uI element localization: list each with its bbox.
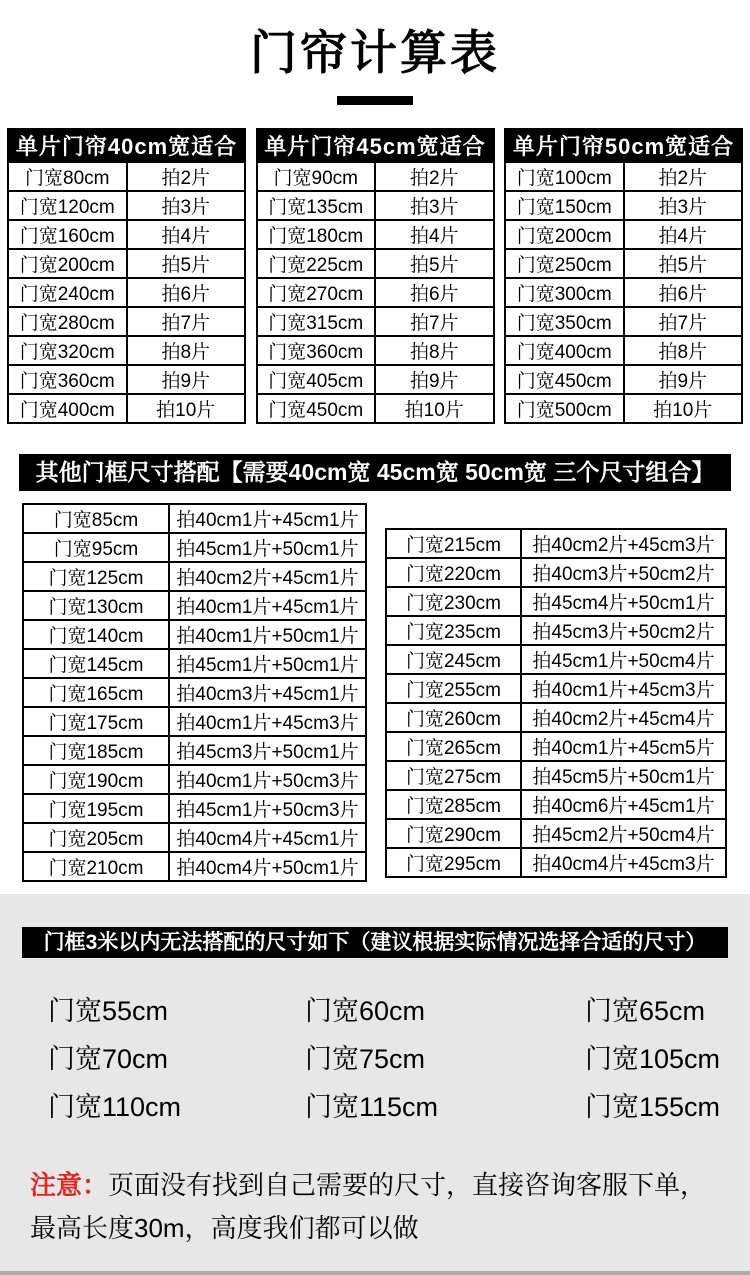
door-width-cell: 门宽80cm <box>8 162 127 191</box>
table-row <box>23 591 366 620</box>
pieces-cell: 拍4片 <box>624 220 743 249</box>
pieces-cell: 拍6片 <box>127 278 246 307</box>
table-row <box>386 732 726 761</box>
door-width-cell: 门宽450cm <box>257 394 376 423</box>
no-match-banner: 门框3米以内无法搭配的尺寸如下（建议根据实际情况选择合适的尺寸） <box>22 927 728 958</box>
title-underline <box>337 96 413 105</box>
size-item: 门宽60cm <box>305 996 426 1026</box>
table-row <box>505 278 742 307</box>
table-row <box>8 249 245 278</box>
table-row <box>23 823 366 852</box>
combo-cell: 拍40cm1片+45cm3片 <box>521 674 726 703</box>
table-row <box>386 703 726 732</box>
door-width-cell: 门宽160cm <box>8 220 127 249</box>
table-row <box>257 220 494 249</box>
table-row <box>257 249 494 278</box>
table-row <box>386 761 726 790</box>
table-row <box>23 620 366 649</box>
combo-cell: 拍40cm6片+45cm1片 <box>521 790 726 819</box>
table-row <box>386 674 726 703</box>
table-row <box>386 616 726 645</box>
pieces-cell: 拍6片 <box>624 278 743 307</box>
door-width-cell: 门宽250cm <box>505 249 624 278</box>
door-width-cell: 门宽180cm <box>257 220 376 249</box>
door-width-cell: 门宽100cm <box>505 162 624 191</box>
door-width-cell: 门宽295cm <box>386 848 521 877</box>
combo-cell: 拍45cm5片+50cm1片 <box>521 761 726 790</box>
door-width-cell: 门宽85cm <box>23 504 169 533</box>
table-header-row <box>257 129 494 162</box>
combo-cell: 拍45cm1片+50cm1片 <box>169 533 366 562</box>
door-width-cell: 门宽130cm <box>23 591 169 620</box>
pieces-cell: 拍7片 <box>375 307 494 336</box>
table-row <box>23 678 366 707</box>
door-width-cell: 门宽260cm <box>386 703 521 732</box>
size-item: 门宽75cm <box>305 1044 426 1074</box>
table-row <box>8 365 245 394</box>
table-row <box>257 162 494 191</box>
pieces-cell: 拍3片 <box>375 191 494 220</box>
door-width-cell: 门宽315cm <box>257 307 376 336</box>
door-width-cell: 门宽125cm <box>23 562 169 591</box>
table-row <box>23 736 366 765</box>
table-row <box>386 558 726 587</box>
door-width-cell: 门宽205cm <box>23 823 169 852</box>
table-row <box>257 365 494 394</box>
combo-cell: 拍40cm2片+45cm3片 <box>521 529 726 558</box>
door-width-cell: 门宽270cm <box>257 278 376 307</box>
pieces-cell: 拍2片 <box>375 162 494 191</box>
note-label: 注意： <box>30 1170 109 1200</box>
door-width-cell: 门宽140cm <box>23 620 169 649</box>
combo-cell: 拍40cm4片+45cm3片 <box>521 848 726 877</box>
pieces-cell: 拍7片 <box>624 307 743 336</box>
size-item: 门宽70cm <box>48 1044 169 1074</box>
door-width-cell: 门宽290cm <box>386 819 521 848</box>
table-row <box>23 765 366 794</box>
door-width-cell: 门宽230cm <box>386 587 521 616</box>
combo-tables <box>0 491 750 882</box>
no-match-size-grid <box>0 958 750 1124</box>
table-row <box>505 307 742 336</box>
combo-table-left <box>22 503 367 882</box>
combo-cell: 拍40cm1片+50cm1片 <box>169 620 366 649</box>
table-header-row <box>8 129 245 162</box>
single-piece-table-1 <box>7 128 246 424</box>
combo-cell: 拍45cm3片+50cm2片 <box>521 616 726 645</box>
pieces-cell: 拍6片 <box>375 278 494 307</box>
door-width-cell: 门宽265cm <box>386 732 521 761</box>
table-row <box>8 278 245 307</box>
pieces-cell: 拍5片 <box>127 249 246 278</box>
table-row <box>8 191 245 220</box>
table-row <box>23 562 366 591</box>
single-piece-table-2 <box>256 128 495 424</box>
table-row <box>505 249 742 278</box>
door-width-cell: 门宽360cm <box>8 365 127 394</box>
combo-cell: 拍45cm1片+50cm4片 <box>521 645 726 674</box>
table-header-row <box>505 129 742 162</box>
table-row <box>23 707 366 736</box>
combo-cell: 拍45cm2片+50cm4片 <box>521 819 726 848</box>
door-width-cell: 门宽185cm <box>23 736 169 765</box>
pieces-cell: 拍3片 <box>624 191 743 220</box>
door-width-cell: 门宽300cm <box>505 278 624 307</box>
door-width-cell: 门宽90cm <box>257 162 376 191</box>
table-row <box>505 220 742 249</box>
door-width-cell: 门宽500cm <box>505 394 624 423</box>
pieces-cell: 拍9片 <box>624 365 743 394</box>
size-item: 门宽65cm <box>585 996 706 1026</box>
door-width-cell: 门宽285cm <box>386 790 521 819</box>
table-row <box>257 394 494 423</box>
size-item: 门宽155cm <box>585 1092 721 1122</box>
table-row <box>505 191 742 220</box>
door-width-cell: 门宽95cm <box>23 533 169 562</box>
door-width-cell: 门宽255cm <box>386 674 521 703</box>
table-row <box>386 529 726 558</box>
pieces-cell: 拍7片 <box>127 307 246 336</box>
table-header: 单片门帘40cm宽适合 <box>8 129 245 162</box>
table-header: 单片门帘45cm宽适合 <box>257 129 494 162</box>
table-row <box>8 394 245 423</box>
combo-cell: 拍40cm1片+45cm1片 <box>169 504 366 533</box>
combo-cell: 拍40cm2片+45cm4片 <box>521 703 726 732</box>
door-width-cell: 门宽190cm <box>23 765 169 794</box>
door-width-cell: 门宽220cm <box>386 558 521 587</box>
single-piece-tables <box>0 128 750 424</box>
table-row <box>386 848 726 877</box>
table-row <box>8 336 245 365</box>
table-row <box>386 790 726 819</box>
door-width-cell: 门宽400cm <box>505 336 624 365</box>
table-row <box>23 504 366 533</box>
door-width-cell: 门宽135cm <box>257 191 376 220</box>
pieces-cell: 拍8片 <box>624 336 743 365</box>
table-row <box>386 587 726 616</box>
door-width-cell: 门宽280cm <box>8 307 127 336</box>
note-line-2: 最高长度30m，高度我们都可以做 <box>30 1213 419 1243</box>
table-row <box>257 307 494 336</box>
door-width-cell: 门宽215cm <box>386 529 521 558</box>
combo-cell: 拍40cm1片+45cm3片 <box>169 707 366 736</box>
table-row <box>257 191 494 220</box>
pieces-cell: 拍10片 <box>375 394 494 423</box>
note-line-1 <box>30 1164 720 1207</box>
combo-cell: 拍40cm3片+50cm2片 <box>521 558 726 587</box>
table-row <box>23 533 366 562</box>
door-width-cell: 门宽275cm <box>386 761 521 790</box>
door-width-cell: 门宽145cm <box>23 649 169 678</box>
pieces-cell: 拍9片 <box>127 365 246 394</box>
size-item: 门宽110cm <box>48 1092 182 1122</box>
combo-cell: 拍40cm4片+45cm1片 <box>169 823 366 852</box>
size-item: 门宽105cm <box>585 1044 721 1074</box>
pieces-cell: 拍8片 <box>127 336 246 365</box>
table-header: 单片门帘50cm宽适合 <box>505 129 742 162</box>
table-row <box>257 336 494 365</box>
combo-cell: 拍40cm1片+45cm5片 <box>521 732 726 761</box>
pieces-cell: 拍10片 <box>127 394 246 423</box>
door-width-cell: 门宽210cm <box>23 852 169 881</box>
door-width-cell: 门宽350cm <box>505 307 624 336</box>
pieces-cell: 拍5片 <box>375 249 494 278</box>
door-width-cell: 门宽200cm <box>8 249 127 278</box>
pieces-cell: 拍9片 <box>375 365 494 394</box>
door-width-cell: 门宽240cm <box>8 278 127 307</box>
table-row <box>23 794 366 823</box>
page-title: 门帘计算表 <box>250 26 500 79</box>
combo-cell: 拍45cm1片+50cm3片 <box>169 794 366 823</box>
combo-cell: 拍40cm1片+50cm3片 <box>169 765 366 794</box>
door-width-cell: 门宽195cm <box>23 794 169 823</box>
table-row <box>386 645 726 674</box>
combo-cell: 拍40cm2片+45cm1片 <box>169 562 366 591</box>
pieces-cell: 拍4片 <box>375 220 494 249</box>
table-row <box>505 365 742 394</box>
table-row <box>8 307 245 336</box>
single-piece-table-3 <box>504 128 743 424</box>
door-width-cell: 门宽400cm <box>8 394 127 423</box>
pieces-cell: 拍8片 <box>375 336 494 365</box>
pieces-cell: 拍5片 <box>624 249 743 278</box>
combo-cell: 拍40cm1片+45cm1片 <box>169 591 366 620</box>
door-width-cell: 门宽150cm <box>505 191 624 220</box>
table-row <box>257 278 494 307</box>
combo-cell: 拍40cm4片+50cm1片 <box>169 852 366 881</box>
door-width-cell: 门宽360cm <box>257 336 376 365</box>
door-width-cell: 门宽165cm <box>23 678 169 707</box>
pieces-cell: 拍3片 <box>127 191 246 220</box>
door-width-cell: 门宽405cm <box>257 365 376 394</box>
table-row <box>505 394 742 423</box>
table-row <box>8 220 245 249</box>
no-match-section <box>0 894 750 1275</box>
size-item: 门宽55cm <box>48 996 169 1026</box>
note-text-1: 页面没有找到自己需要的尺寸，直接咨询客服下单， <box>108 1170 707 1200</box>
table-row <box>23 649 366 678</box>
door-width-cell: 门宽175cm <box>23 707 169 736</box>
combo-section-banner: 其他门框尺寸搭配【需要40cm宽 45cm宽 50cm宽 三个尺寸组合】 <box>19 454 731 491</box>
combo-table-right <box>385 528 727 878</box>
table-row <box>23 852 366 881</box>
pieces-cell: 拍4片 <box>127 220 246 249</box>
door-width-cell: 门宽245cm <box>386 645 521 674</box>
door-width-cell: 门宽120cm <box>8 191 127 220</box>
door-width-cell: 门宽200cm <box>505 220 624 249</box>
table-row <box>386 819 726 848</box>
pieces-cell: 拍2片 <box>624 162 743 191</box>
note <box>0 1124 750 1250</box>
table-row <box>505 162 742 191</box>
size-item: 门宽115cm <box>305 1092 439 1122</box>
pieces-cell: 拍2片 <box>127 162 246 191</box>
door-width-cell: 门宽225cm <box>257 249 376 278</box>
combo-cell: 拍40cm3片+45cm1片 <box>169 678 366 707</box>
table-row <box>8 162 245 191</box>
combo-cell: 拍45cm1片+50cm1片 <box>169 649 366 678</box>
door-width-cell: 门宽320cm <box>8 336 127 365</box>
door-width-cell: 门宽235cm <box>386 616 521 645</box>
door-width-cell: 门宽450cm <box>505 365 624 394</box>
pieces-cell: 拍10片 <box>624 394 743 423</box>
combo-cell: 拍45cm3片+50cm1片 <box>169 736 366 765</box>
combo-cell: 拍45cm4片+50cm1片 <box>521 587 726 616</box>
table-row <box>505 336 742 365</box>
